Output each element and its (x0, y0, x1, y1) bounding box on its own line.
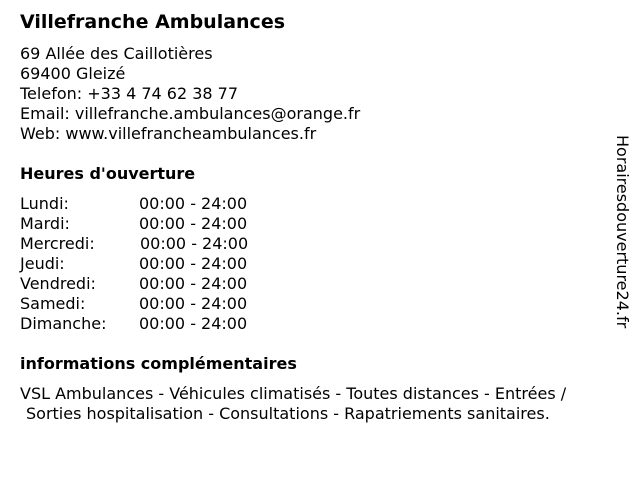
contact-block (20, 44, 360, 144)
time-range: 00:00 - 24:00 (139, 254, 248, 273)
website-link[interactable]: Web: www.villefrancheambulances.fr (20, 124, 317, 143)
email-address[interactable]: Email: villefranche.ambulances@orange.fr (20, 104, 361, 123)
opening-hours-table (20, 194, 248, 334)
time-range: 00:00 - 24:00 (139, 214, 248, 233)
site-watermark (612, 135, 636, 345)
day-label: Mercredi: (20, 234, 95, 253)
day-label: Lundi: (20, 194, 69, 213)
info-line: VSL Ambulances - Véhicules climatisés - Toutes distances - Entrées / (20, 384, 567, 403)
hours-row-monday (20, 194, 248, 214)
additional-info-text (20, 384, 632, 424)
hours-row-sunday (20, 314, 248, 334)
day-label: Jeudi: (20, 254, 65, 273)
address-street: 69 Allée des Caillotières (20, 44, 213, 63)
address-city: 69400 Gleizé (20, 64, 126, 83)
time-range: 00:00 - 24:00 (139, 294, 248, 313)
phone-number[interactable]: Telefon: +33 4 74 62 38 77 (20, 84, 239, 103)
info-line: Sorties hospitalisation - Consultations - Rapatriements sanitaires. (26, 404, 550, 423)
hours-row-tuesday (20, 214, 248, 234)
day-label: Samedi: (20, 294, 86, 313)
additional-info-heading: informations complémentaires (20, 354, 297, 373)
day-label: Dimanche: (20, 314, 107, 333)
hours-row-friday (20, 274, 248, 294)
opening-hours-heading: Heures d'ouverture (20, 164, 196, 183)
time-range: 00:00 - 24:00 (139, 314, 248, 333)
time-range: 00:00 - 24:00 (139, 194, 248, 213)
time-range: 00:00 - 24:00 (139, 274, 248, 293)
day-label: Vendredi: (20, 274, 96, 293)
hours-row-thursday (20, 254, 248, 274)
hours-row-saturday (20, 294, 248, 314)
time-range: 00:00 - 24:00 (140, 234, 249, 253)
site-watermark-text: Horairesdouverture24.fr (613, 135, 632, 329)
day-label: Mardi: (20, 214, 70, 233)
hours-row-wednesday (20, 234, 248, 254)
business-name: Villefranche Ambulances (20, 11, 286, 33)
